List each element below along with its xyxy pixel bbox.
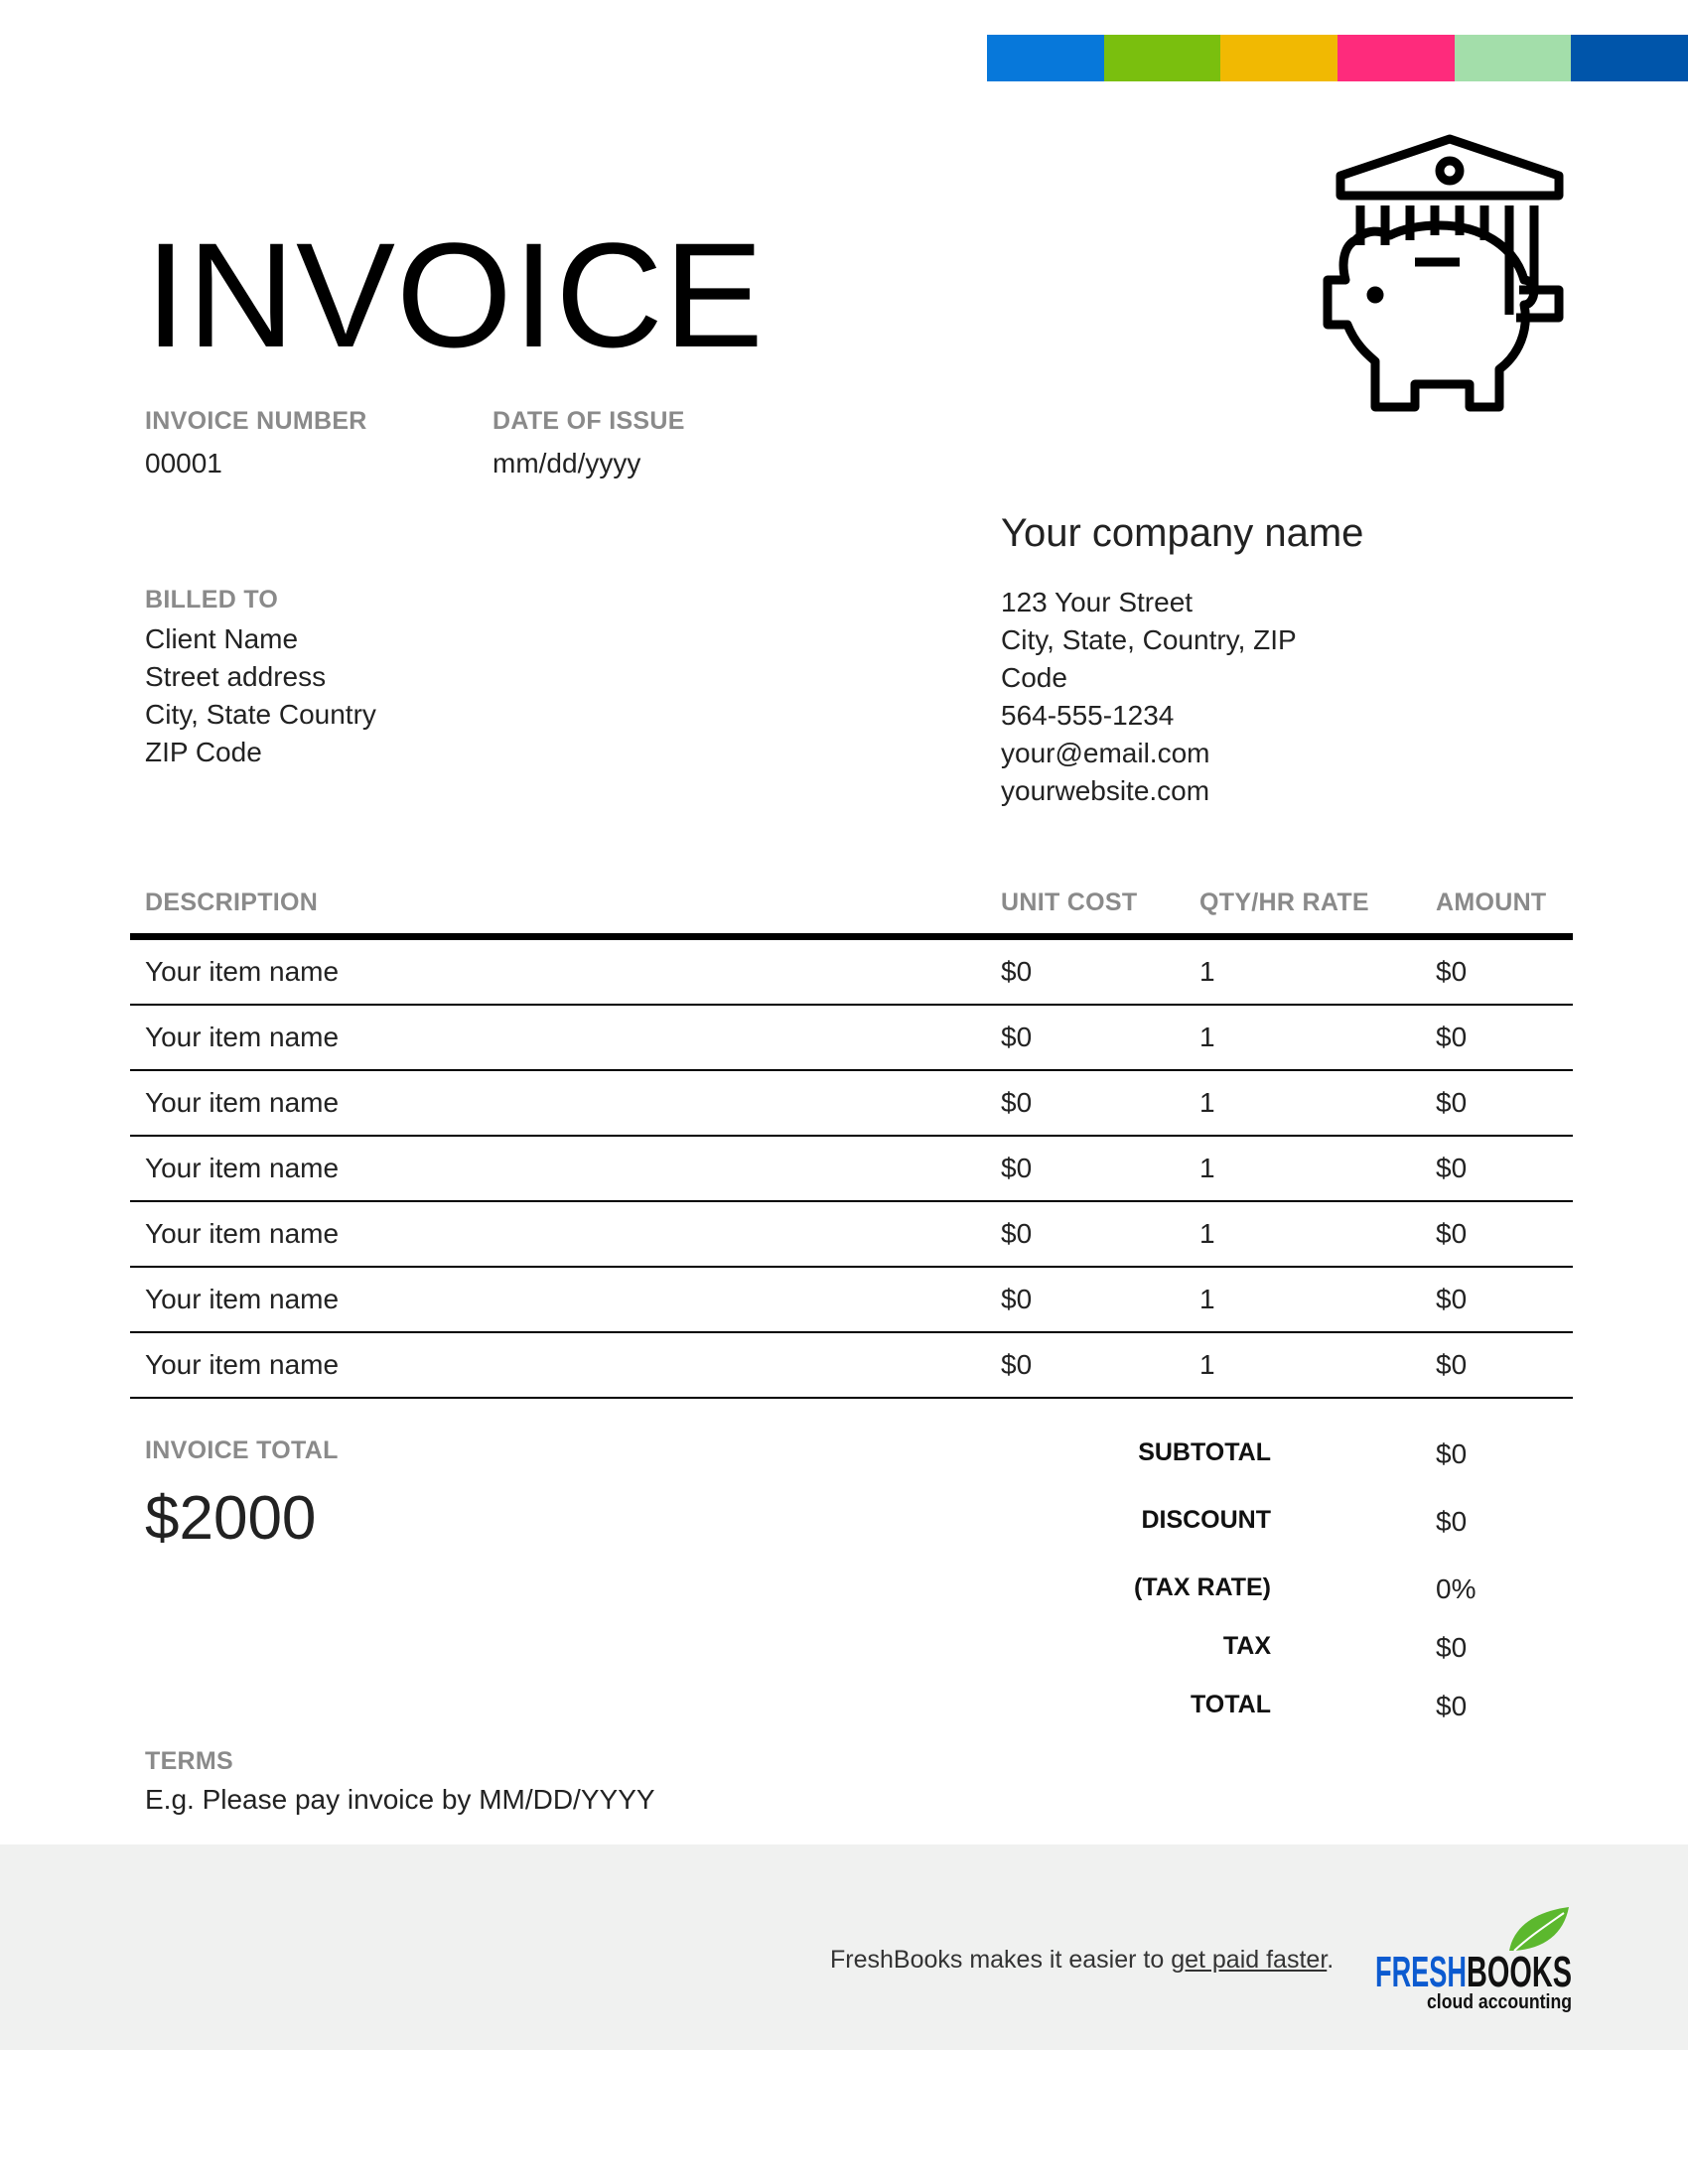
item-qty: 1 — [1199, 1087, 1215, 1118]
table-row — [130, 1333, 1573, 1399]
color-strip-segment — [1220, 35, 1337, 81]
logo-word-books: BOOKS — [1467, 1948, 1572, 1996]
tax-rate-value: 0% — [1436, 1573, 1477, 1604]
item-description: Your item name — [145, 1087, 340, 1118]
item-unit-cost: $0 — [1001, 1153, 1033, 1183]
table-row — [130, 940, 1573, 1006]
item-unit-cost: $0 — [1001, 1022, 1033, 1052]
billed-to-block — [145, 586, 376, 771]
tax-value: $0 — [1436, 1632, 1468, 1663]
logo-word-fresh: FRESH — [1375, 1948, 1467, 1996]
client-street: Street address — [145, 661, 327, 692]
terms-value: E.g. Please pay invoice by MM/DD/YYYY — [145, 1784, 655, 1815]
footer-tagline — [830, 1946, 1334, 1975]
terms-label: TERMS — [145, 1747, 233, 1775]
item-description: Your item name — [145, 1349, 340, 1380]
table-row — [130, 1071, 1573, 1137]
company-zip: Code — [1001, 662, 1067, 693]
header-description: DESCRIPTION — [145, 888, 319, 916]
billed-to-label: BILLED TO — [145, 586, 279, 614]
item-description: Your item name — [145, 1284, 340, 1314]
company-phone: 564-555-1234 — [1001, 700, 1175, 731]
company-website: yourwebsite.com — [1001, 775, 1210, 806]
header-qty: QTY/HR RATE — [1199, 888, 1369, 916]
invoice-total-block — [145, 1436, 339, 1554]
date-of-issue-block — [492, 407, 685, 479]
table-row — [130, 1268, 1573, 1333]
company-name: Your company name — [1001, 511, 1364, 555]
table-header — [130, 879, 1573, 940]
freshbooks-logo[interactable] — [1375, 1899, 1574, 2013]
tax-rate-row — [1092, 1573, 1489, 1613]
color-strip-segment — [1455, 35, 1572, 81]
header-amount: AMOUNT — [1436, 888, 1547, 916]
client-city: City, State Country — [145, 699, 376, 730]
date-of-issue-value: mm/dd/yyyy — [492, 448, 641, 478]
discount-value: $0 — [1436, 1506, 1468, 1537]
color-strip-segment — [987, 35, 1104, 81]
subtotal-value: $0 — [1436, 1438, 1468, 1469]
item-amount: $0 — [1436, 1087, 1468, 1118]
page-title: INVOICE — [145, 211, 765, 378]
line-items-table — [130, 879, 1573, 1399]
table-row — [130, 1137, 1573, 1202]
total-value: $0 — [1436, 1691, 1468, 1721]
tax-label: TAX — [1222, 1632, 1271, 1660]
date-of-issue-label: DATE OF ISSUE — [492, 407, 685, 435]
table-row — [130, 1006, 1573, 1071]
invoice-number-value: 00001 — [145, 448, 222, 478]
company-city: City, State, Country, ZIP — [1001, 624, 1297, 655]
color-strip-segment — [1104, 35, 1221, 81]
subtotal-label: SUBTOTAL — [1138, 1438, 1271, 1466]
item-unit-cost: $0 — [1001, 1284, 1033, 1314]
item-amount: $0 — [1436, 1284, 1468, 1314]
item-amount: $0 — [1436, 1218, 1468, 1249]
logo-tagline: cloud accounting — [1427, 1991, 1572, 2013]
company-street: 123 Your Street — [1001, 587, 1194, 617]
footer-text-after: . — [1327, 1946, 1335, 1974]
item-amount: $0 — [1436, 1153, 1468, 1183]
item-unit-cost: $0 — [1001, 956, 1033, 987]
header-unit-cost: UNIT COST — [1001, 888, 1138, 916]
invoice-total-value: $2000 — [145, 1484, 317, 1553]
footer — [0, 1844, 1688, 2050]
brand-color-strip — [987, 35, 1688, 81]
item-unit-cost: $0 — [1001, 1087, 1033, 1118]
terms-block — [145, 1747, 655, 1816]
item-amount: $0 — [1436, 1022, 1468, 1052]
item-unit-cost: $0 — [1001, 1218, 1033, 1249]
subtotal-row — [1092, 1438, 1489, 1478]
item-description: Your item name — [145, 956, 340, 987]
client-zip: ZIP Code — [145, 737, 262, 767]
client-name: Client Name — [145, 623, 299, 654]
item-qty: 1 — [1199, 1284, 1215, 1314]
get-paid-faster-link[interactable]: get paid faster — [1171, 1946, 1328, 1974]
item-unit-cost: $0 — [1001, 1349, 1033, 1380]
discount-row — [1092, 1506, 1489, 1546]
item-qty: 1 — [1199, 1153, 1215, 1183]
footer-text-before: FreshBooks makes it easier to — [830, 1946, 1172, 1974]
invoice-number-block — [145, 407, 367, 479]
color-strip-segment — [1571, 35, 1688, 81]
invoice-number-label: INVOICE NUMBER — [145, 407, 367, 435]
company-email: your@email.com — [1001, 738, 1210, 768]
item-amount: $0 — [1436, 1349, 1468, 1380]
company-address — [1001, 584, 1338, 810]
item-amount: $0 — [1436, 956, 1468, 987]
item-qty: 1 — [1199, 956, 1215, 987]
tax-row — [1092, 1632, 1489, 1672]
item-qty: 1 — [1199, 1349, 1215, 1380]
invoice-total-label: INVOICE TOTAL — [145, 1436, 339, 1464]
discount-label: DISCOUNT — [1141, 1506, 1271, 1534]
item-qty: 1 — [1199, 1022, 1215, 1052]
leaf-icon — [1509, 1907, 1569, 1951]
item-description: Your item name — [145, 1218, 340, 1249]
bank-piggy-icon — [1296, 131, 1579, 414]
total-row — [1092, 1691, 1489, 1730]
total-label: TOTAL — [1190, 1691, 1271, 1718]
color-strip-segment — [1337, 35, 1455, 81]
item-qty: 1 — [1199, 1218, 1215, 1249]
item-description: Your item name — [145, 1022, 340, 1052]
table-row — [130, 1202, 1573, 1268]
tax-rate-label: (TAX RATE) — [1134, 1573, 1271, 1601]
item-description: Your item name — [145, 1153, 340, 1183]
